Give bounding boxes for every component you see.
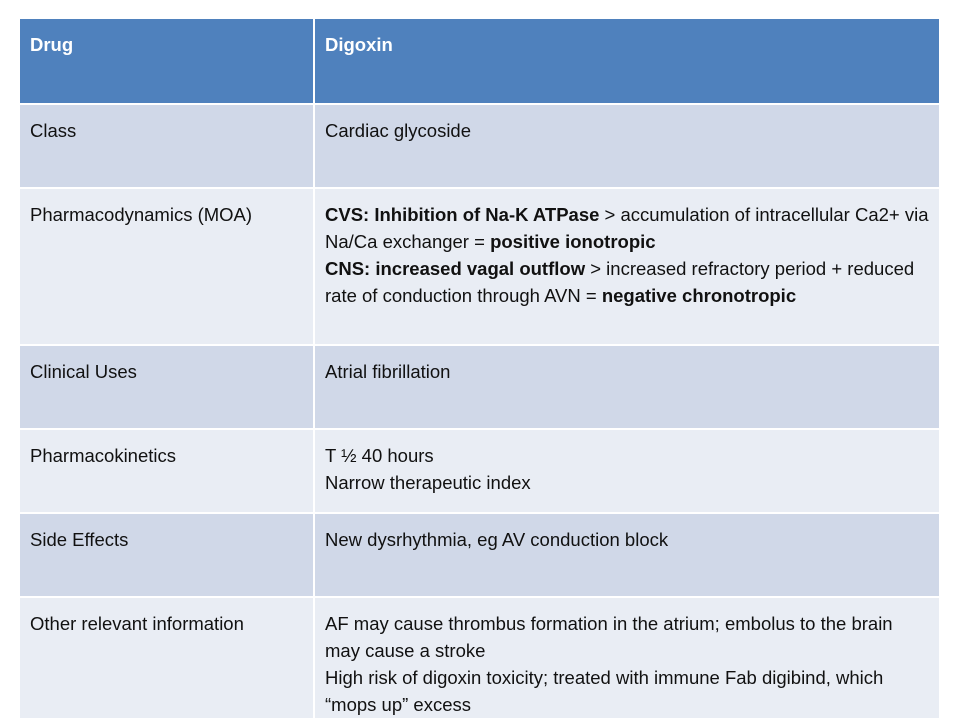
pd-cns-effect: negative chronotropic: [601, 285, 797, 306]
table-row-clinical-uses: [20, 345, 940, 429]
row-label-pharmacokinetics: Pharmacokinetics: [20, 429, 314, 513]
row-label-pharmacodynamics: Pharmacodynamics (MOA): [20, 188, 314, 345]
row-value-pharmacokinetics: [314, 429, 940, 513]
table-row-pharmacodynamics: [20, 188, 940, 345]
row-value-side-effects: New dysrhythmia, eg AV conduction block: [314, 513, 940, 597]
pd-cns-heading: CNS: increased vagal outflow: [325, 258, 586, 279]
table-header-row: [20, 19, 940, 104]
header-drug-label: Drug: [20, 19, 314, 104]
row-value-class: Cardiac glycoside: [314, 104, 940, 188]
pd-cns-line: [325, 255, 930, 309]
other-af-note: AF may cause thrombus formation in the atrium; embolus to the brain may cause a stroke: [325, 613, 893, 661]
pd-cvs-text: > accumulation of intracellular Ca2+ via Na/Ca exchanger =: [325, 204, 929, 252]
pk-half-life: T ½ 40 hours: [325, 445, 434, 466]
pd-cvs-heading: CVS: Inhibition of Na-K ATPase: [325, 204, 600, 225]
row-label-class: Class: [20, 104, 314, 188]
pd-cvs-line: [325, 201, 930, 255]
table-row-side-effects: [20, 513, 940, 597]
row-value-other-information: [314, 597, 940, 719]
table-row-class: [20, 104, 940, 188]
table-row-other-information: [20, 597, 940, 719]
pk-therapeutic-index: Narrow therapeutic index: [325, 472, 531, 493]
table-row-pharmacokinetics: [20, 429, 940, 513]
row-value-clinical-uses: Atrial fibrillation: [314, 345, 940, 429]
drug-table: [20, 19, 941, 720]
pd-cns-text: > increased refractory period + reduced rate of conduction through AVN =: [325, 258, 915, 306]
row-value-pharmacodynamics: [314, 188, 940, 345]
row-label-other-information: Other relevant information: [20, 597, 314, 719]
header-drug-name: Digoxin: [314, 19, 940, 104]
other-toxicity-note: High risk of digoxin toxicity; treated with immune Fab digibind, which “mops up” excess: [325, 667, 884, 715]
pd-cvs-effect: positive ionotropic: [490, 231, 656, 252]
row-label-clinical-uses: Clinical Uses: [20, 345, 314, 429]
row-label-side-effects: Side Effects: [20, 513, 314, 597]
